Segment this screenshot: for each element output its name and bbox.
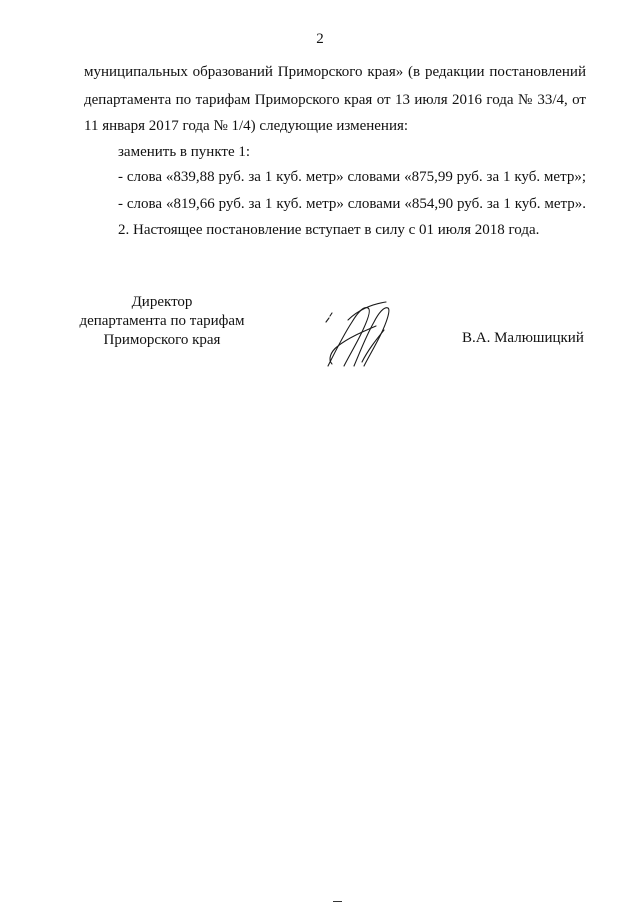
paragraph-line-2: департамента по тарифам Приморского края от 13 июля 2016 года № 33/4, от <box>84 92 586 108</box>
replacement-line-1: - слова «839,88 руб. за 1 куб. метр» словами «875,99 руб. за 1 куб. метр»; <box>118 169 586 185</box>
clause-2: 2. Настоящее постановление вступает в силу с 01 июля 2018 года. <box>118 222 540 238</box>
position-line-3: Приморского края <box>103 332 221 348</box>
paragraph-line-1: муниципальных образований Приморского края» (в редакции постановлений <box>84 64 586 80</box>
position-line-2: департамента по тарифам <box>79 313 245 329</box>
signer-name: В.А. Малюшицкий <box>462 330 584 346</box>
position-line-1: Директор <box>131 294 193 310</box>
page-edge-mark <box>333 901 342 902</box>
handwritten-signature <box>318 300 396 372</box>
page-number: 2 <box>316 31 324 47</box>
replacement-line-2: - слова «819,66 руб. за 1 куб. метр» словами «854,90 руб. за 1 куб. метр». <box>118 196 586 212</box>
paragraph-line-3: 11 января 2017 года № 1/4) следующие изменения: <box>84 118 409 134</box>
item-intro: заменить в пункте 1: <box>118 144 251 160</box>
signatory-position <box>72 293 252 350</box>
